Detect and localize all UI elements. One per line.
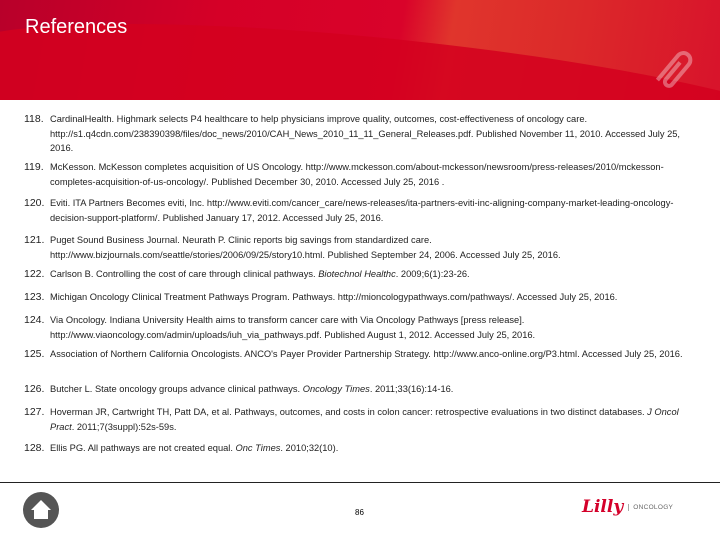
reference-item bbox=[24, 347, 694, 362]
page-number: 86 bbox=[355, 508, 364, 517]
reference-item bbox=[24, 290, 694, 305]
reference-text: Puget Sound Business Journal. Neurath P. Clinic reports big savings from standardized care. http://www.bizjournals.com/seattle/stories/2006/09/25/story10.html. Published September 24, 2006. Accessed July 25, 2016. bbox=[50, 235, 561, 260]
reference-text: Michigan Oncology Clinical Treatment Pathways Program. Pathways. http://mioncologypathways.com/pathways/. Accessed July 25, 2016. bbox=[50, 292, 618, 302]
citation-details: . 2011;33(16):14-16. bbox=[369, 384, 454, 394]
reference-number: 120. bbox=[24, 197, 45, 209]
logo-division: ONCOLOGY bbox=[628, 504, 673, 511]
reference-number: 126. bbox=[24, 383, 45, 395]
reference-item bbox=[24, 405, 694, 434]
lilly-oncology-logo bbox=[582, 497, 673, 517]
reference-text: Hoverman JR, Cartwright TH, Patt DA, et al. Pathways, outcomes, and costs in colon cancer: retrospective evaluations in two distinct databases. bbox=[50, 407, 648, 417]
journal-name: Onc Times bbox=[235, 443, 281, 453]
logo-brand: Lilly bbox=[582, 497, 624, 517]
reference-number: 122. bbox=[24, 268, 45, 280]
reference-number: 121. bbox=[24, 234, 45, 246]
reference-number: 123. bbox=[24, 291, 45, 303]
footer-divider bbox=[0, 482, 720, 483]
reference-text: Butcher L. State oncology groups advance clinical pathways. bbox=[50, 384, 303, 394]
reference-item bbox=[24, 233, 694, 262]
reference-text: Eviti. ITA Partners Becomes eviti, Inc. http://www.eviti.com/cancer_care/news-releases/ita-partners-eviti-inc-aligning-company-market-leading-oncology-decision-support-platform/. Published January 17, 2012. Accessed July 25, 2016. bbox=[50, 198, 674, 223]
reference-number: 118. bbox=[24, 113, 44, 125]
reference-item bbox=[24, 382, 694, 397]
paperclip-icon bbox=[650, 45, 700, 95]
reference-item bbox=[24, 112, 694, 156]
header-banner bbox=[0, 0, 720, 100]
journal-name: J Oncol Pract bbox=[50, 407, 679, 432]
citation-details: . 2011;7(3suppl):52s-59s. bbox=[71, 421, 177, 432]
reference-item bbox=[24, 267, 694, 282]
citation-details: . 2010;32(10). bbox=[280, 443, 339, 453]
reference-item bbox=[24, 160, 694, 189]
reference-item bbox=[24, 441, 694, 456]
page-title: References bbox=[25, 16, 128, 38]
reference-text: Ellis PG. All pathways are not created equal. bbox=[50, 443, 236, 453]
reference-text: Association of Northern California Oncologists. ANCO's Payer Provider Partnership Strategy. http://www.anco-online.org/P3.html. Accessed July 25, 2016. bbox=[50, 349, 683, 359]
reference-text: Carlson B. Controlling the cost of care through clinical pathways. bbox=[50, 269, 319, 279]
reference-number: 124. bbox=[24, 314, 45, 326]
home-icon bbox=[23, 492, 59, 528]
reference-item bbox=[24, 313, 694, 342]
reference-number: 119. bbox=[24, 161, 44, 173]
reference-text: Via Oncology. Indiana University Health aims to transform cancer care with Via Oncology Pathways [press release]. http://www.viaoncology.com/admin/uploads/iuh_via_pathways.pdf. Published August 1, 2012. Accessed July 25, 2016. bbox=[50, 315, 536, 340]
home-button[interactable] bbox=[23, 492, 59, 528]
reference-text: CardinalHealth. Highmark selects P4 healthcare to help physicians improve quality, outcomes, cost-effectiveness of oncology care. http://s1.q4cdn.com/238390398/files/doc_news/2010/CAH_News_2010_11_11_General_Releases.pdf. Published November 11, 2010. Accessed July 25, 2016. bbox=[50, 114, 681, 153]
reference-number: 125. bbox=[24, 348, 45, 360]
reference-item bbox=[24, 196, 694, 225]
journal-name: Biotechnol Healthc bbox=[318, 269, 396, 279]
reference-number: 128. bbox=[24, 442, 45, 454]
banner-sweep bbox=[0, 0, 720, 100]
journal-name: Oncology Times bbox=[302, 384, 370, 394]
citation-details: . 2009;6(1):23-26. bbox=[395, 269, 470, 279]
reference-text: McKesson. McKesson completes acquisition of US Oncology. http://www.mckesson.com/about-mckesson/newsroom/press-releases/2010/mckesson-completes-acquisition-of-us-oncology/. Published December 30, 2010. Accessed July 25, 2016 . bbox=[50, 162, 664, 187]
reference-number: 127. bbox=[24, 406, 45, 418]
